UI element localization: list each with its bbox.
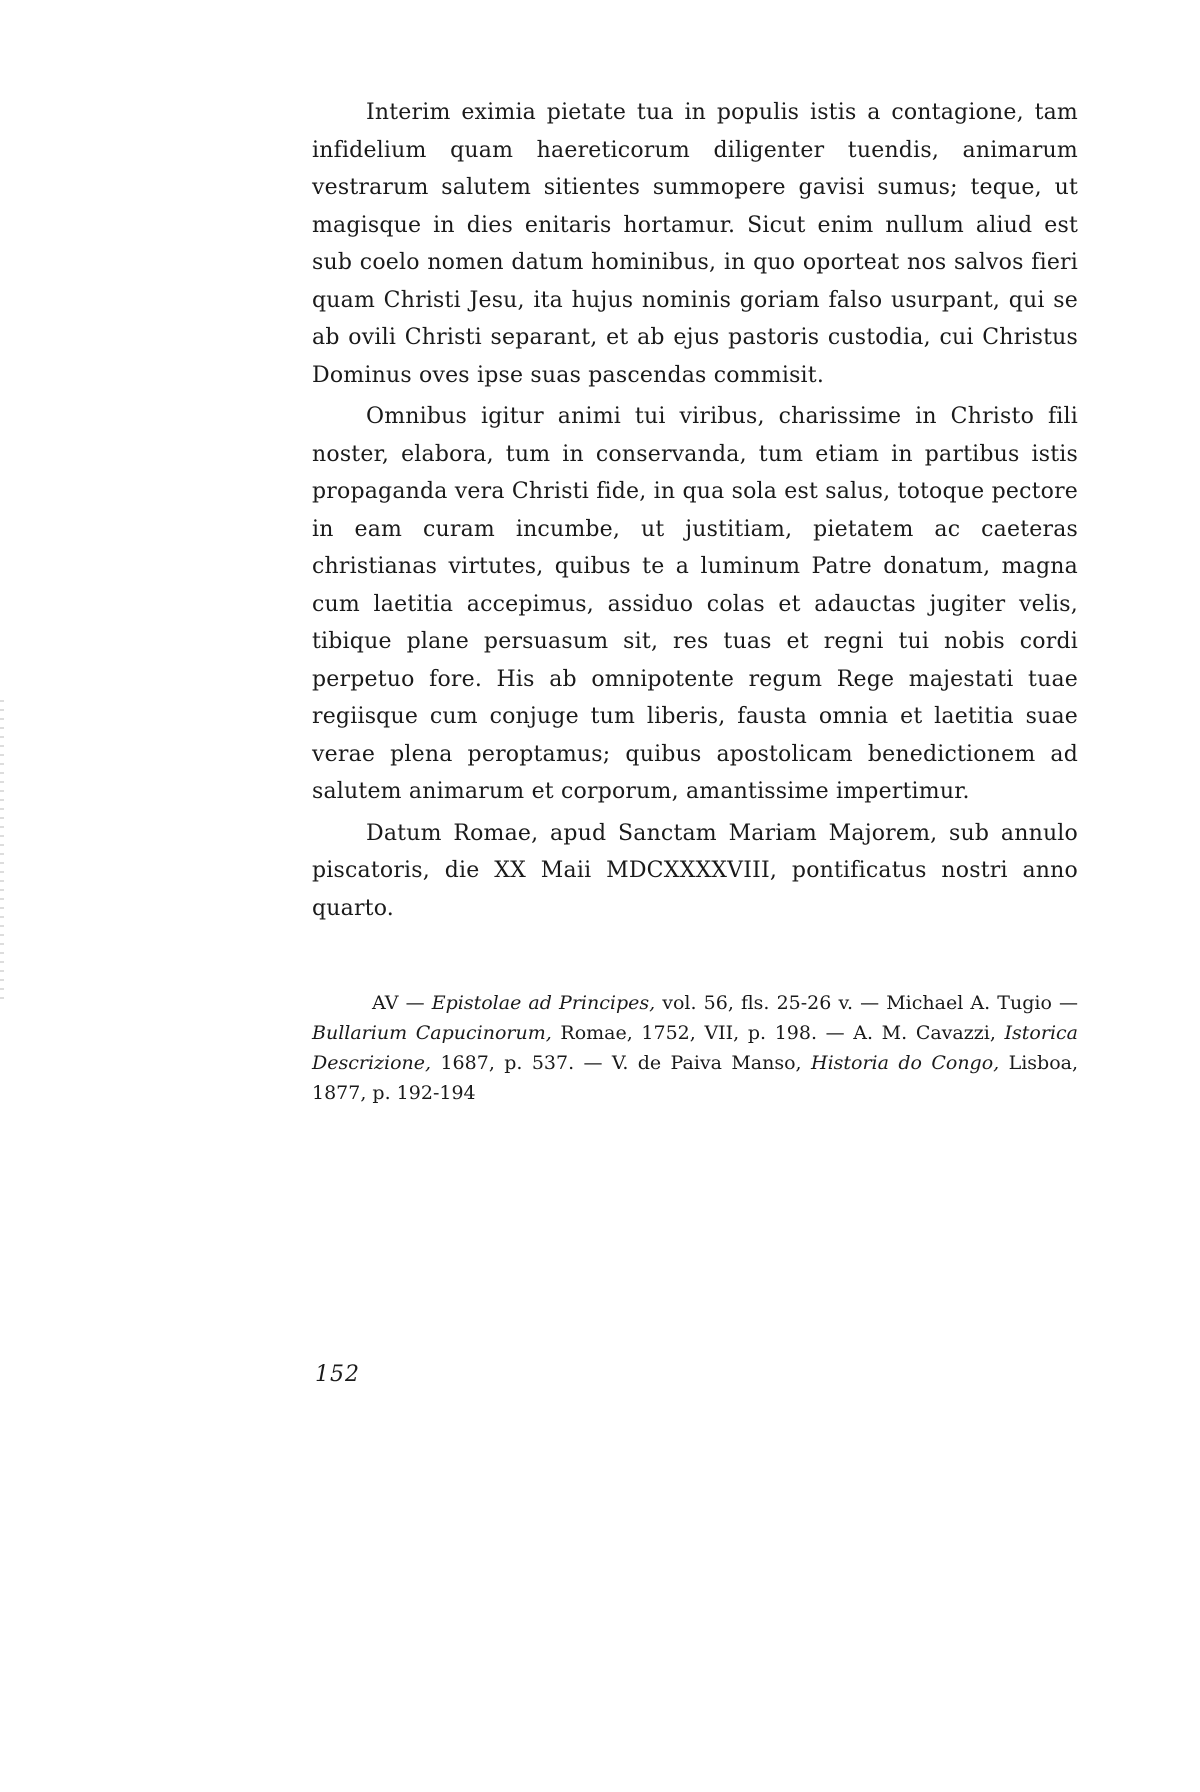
reference-title-epistolae: Epistolae ad Principes, (431, 992, 656, 1014)
letter-dating-clause: Datum Romae, apud Sanctam Mariam Majorem, sub annulo piscatoris, die XX Maii MDCXXXXVIII, pontificatus nostri anno quarto. (312, 820, 1078, 921)
reference-detail: vol. 56, fls. 25-26 v. — Michael A. Tugio — (655, 992, 1078, 1014)
reference-detail: 1687, p. 537. — V. de Paiva Manso, (431, 1052, 811, 1074)
page-number: 152 (315, 1362, 360, 1387)
reference-title-istorica: Istorica Descrizione, (312, 1022, 1078, 1074)
reference-detail: Lisboa, 1877, p. 192-194 (312, 1052, 1079, 1104)
reference-archive: AV — (372, 992, 432, 1014)
letter-paragraph-2: Omnibus igitur animi tui viribus, charissime in Christo fili noster, elabora, tum in conservanda, tum etiam in partibus istis propaganda vera Christi fide, in qua sola est salus, totoque pectore in eam curam incumbe, ut justitiam, pietatem ac caeteras christianas virtutes, quibus te a luminum Patre donatum, magna cum laetitia accepimus, assiduo colas et adauctas jugiter velis, tibique plane persuasum sit, res tuas et regni tui nobis cordi perpetuo fore. His ab omnipotente regum Rege majestati tuae regiisque cum conjuge tum liberis, fausta omnia et laetitia suae verae plena peroptamus; quibus apostolicam benedictionem ad salutem animarum et corporum, amantissime impertimur. (312, 404, 1079, 804)
letter-paragraph-1: Interim eximia pietate tua in populis istis a contagione, tam infidelium quam haereticorum diligenter tuendis, animarum vestrarum salutem sitientes summopere gavisi sumus; teque, ut magisque in dies enitaris hortamur. Sicut enim nullum aliud est sub coelo nomen datum hominibus, in quo oporteat nos salvos fieri quam Christi Jesu, ita hujus nominis goriam falso usurpant, qui se ab ovili Christi separant, et ab ejus pastoris custodia, cui Christus Dominus oves ipse suas pascendas commisit. (312, 100, 1078, 388)
reference-title-bullarium: Bullarium Capucinorum, (312, 1022, 552, 1044)
letter-body (312, 94, 1078, 927)
scan-edge-artifact (0, 700, 4, 1000)
reference-entry (312, 988, 1078, 1108)
reference-detail: Romae, 1752, VII, p. 198. — A. M. Cavazzi, (551, 1022, 1005, 1044)
source-references (312, 988, 1078, 1108)
reference-title-historia: Historia do Congo, (811, 1052, 1000, 1074)
